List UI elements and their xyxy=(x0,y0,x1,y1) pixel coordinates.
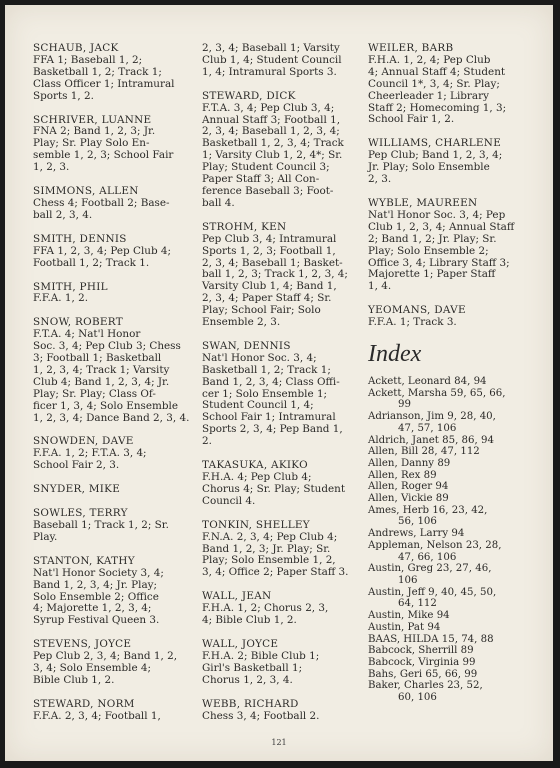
index-entry xyxy=(368,645,538,657)
student-name: WEILER, BARB xyxy=(368,42,454,54)
index-pages: 89 xyxy=(423,469,437,481)
index-entry xyxy=(368,563,538,575)
index-name: Appleman, Nelson xyxy=(368,539,463,551)
student-activities: FFA 1; Baseball 1, 2; Basketball 1, 2; Track 1; Class Officer 1; Intramural Sports 1, 2. xyxy=(33,53,175,102)
student-activities: Pep Club 2, 3, 4; Band 1, 2, 3, 4; Solo Ensemble 4; Bible Club 1, 2. xyxy=(33,650,178,686)
index-pages: 89 xyxy=(460,645,474,657)
student-activities: F.H.A. 4; Pep Club 4; Chorus 4; Sr. Play; Student Council 4. xyxy=(202,471,345,507)
student-name: WEBB, RICHARD xyxy=(202,697,299,710)
index-entry xyxy=(368,411,538,423)
index-entry xyxy=(368,435,538,447)
student-name: SWAN, DENNIS xyxy=(202,339,291,352)
student-name: WYBLE, MAUREEN xyxy=(368,196,478,209)
index-pages-continued: 106 xyxy=(398,574,418,586)
index-pages: 94 xyxy=(436,610,450,622)
student-entry xyxy=(202,341,362,448)
student-entry xyxy=(33,484,193,496)
student-name: STEVENS, JOYCE xyxy=(33,638,132,651)
index-pages: 16, 23, 42, xyxy=(432,504,488,516)
index-name: Ames, Herb xyxy=(368,504,430,516)
index-name: Ackett, Leonard xyxy=(368,376,451,388)
student-activities: Chess 3, 4; Football 2. xyxy=(202,709,320,722)
student-entry xyxy=(368,198,538,293)
index-name: Babcock, Sherrill xyxy=(368,645,458,657)
senior-activities-column-2 xyxy=(202,43,362,734)
student-name: SCHAUB, JACK xyxy=(33,42,119,54)
index-pages: 84, 94 xyxy=(454,376,487,388)
index-entry xyxy=(368,540,538,552)
senior-activities-column-1 xyxy=(33,43,193,735)
index-pages: 94 xyxy=(435,481,449,493)
student-name: STEWARD, NORM xyxy=(33,697,135,710)
index-pages: 23, 27, 46, xyxy=(436,563,492,575)
index-entry xyxy=(368,458,538,470)
index-pages: 23, 52, xyxy=(447,680,483,692)
index-entry xyxy=(368,657,538,669)
index-pages-continued: 56, 106 xyxy=(398,516,437,528)
index-pages: 59, 65, 66, xyxy=(450,387,506,399)
index-name: Allen, Rex xyxy=(368,469,421,481)
index-entry xyxy=(368,622,538,634)
index-name: Ackett, Marsha xyxy=(368,387,448,399)
student-activities: F.H.A. 1, 2; Chorus 2, 3, 4; Bible Club 1, 2. xyxy=(202,602,329,627)
student-activities: Pep Club 3, 4; Intramural Sports 1, 2, 3; Football 1, 2, 3, 4; Baseball 1; Basket- ball 1, 2, 3; Track 1, 2, 3, 4; Varsity Club 1, 4; Band 1, 2, 3, 4; Paper Staff 4; Sr. Play; School Fair; Solo Ensemble 2, 3. xyxy=(202,232,348,329)
student-entry xyxy=(368,138,538,186)
senior-activities-column-3 xyxy=(368,43,538,704)
index-pages-continued: 64, 112 xyxy=(398,598,437,610)
index-entry xyxy=(368,505,538,517)
student-activities: Nat'l Honor Soc. 3, 4; Basketball 1, 2; Track 1; Band 1, 2, 3, 4; Class Offi- cer 1; Solo Ensemble 1; Student Council 1, 4; School Fair 1; Intramural Sports 2, 3, 4; Pep Band 1, 2. xyxy=(202,351,343,448)
student-name: TONKIN, SHELLEY xyxy=(202,518,310,531)
student-activities: F.H.A. 2; Bible Club 1; Girl's Basketball 1; Chorus 1, 2, 3, 4. xyxy=(202,649,320,686)
index-pages: 65, 66, 99 xyxy=(425,668,478,680)
student-entry xyxy=(202,43,362,79)
student-entry xyxy=(202,91,362,210)
student-name: YEOMANS, DAVE xyxy=(368,304,466,317)
student-entry xyxy=(202,520,362,580)
student-entry xyxy=(202,222,362,329)
student-entry xyxy=(202,460,362,508)
index-entry xyxy=(368,680,538,692)
index-pages: 89 xyxy=(437,457,451,469)
student-entry xyxy=(33,186,193,222)
entries-col3 xyxy=(368,43,538,329)
student-activities: F.F.A. 1, 2; F.T.A. 3, 4; School Fair 2, 3. xyxy=(33,447,147,472)
index-pages: 85, 86, 94 xyxy=(442,434,494,446)
student-entry xyxy=(368,43,538,126)
index-name: Bahs, Geri xyxy=(368,668,423,680)
student-name: SNYDER, MIKE xyxy=(33,483,121,496)
student-name: STROHM, KEN xyxy=(202,220,287,233)
index-pages: 94 xyxy=(451,528,465,540)
student-name: WILLIAMS, CHARLENE xyxy=(368,137,502,150)
index-name: Baker, Charles xyxy=(368,680,444,692)
page-number: 121 xyxy=(271,738,287,747)
student-name: STEWARD, DICK xyxy=(202,89,296,102)
student-activities: F.T.A. 4; Nat'l Honor Soc. 3, 4; Pep Club 3; Chess 3; Football 1; Basketball 1, 2, 3, 4; Track 1; Varsity Club 4; Band 1, 2, 3, 4; Jr. Play; Sr. Play; Class Of- ficer 1, 3, 4; Solo Ensemble 1, 2, 3, 4; Dance Band 2, 3, 4. xyxy=(33,328,190,424)
index-pages-continued: 99 xyxy=(398,399,411,411)
index-pages: 9, 28, 40, xyxy=(447,411,496,423)
index-entry xyxy=(368,470,538,482)
index-name: Austin, Pat xyxy=(368,621,425,633)
student-activities: 2, 3, 4; Baseball 1; Varsity Club 1, 4; Student Council 1, 4; Intramural Sports 3. xyxy=(202,42,342,78)
student-name: SMITH, PHIL xyxy=(33,280,108,293)
index-name: Allen, Vickie xyxy=(368,493,433,505)
index-list xyxy=(368,376,538,704)
student-entry xyxy=(33,234,193,270)
index-name: Austin, Greg xyxy=(368,563,434,575)
student-entry xyxy=(33,699,193,723)
index-pages-continued: 60, 106 xyxy=(398,692,437,704)
student-name: WALL, JEAN xyxy=(202,590,272,603)
student-name: SNOW, ROBERT xyxy=(33,316,123,329)
index-pages: 23, 28, xyxy=(465,539,502,551)
index-entry xyxy=(368,634,538,646)
student-name: SIMMONS, ALLEN xyxy=(33,185,139,198)
index-name: Babcock, Virginia xyxy=(368,656,460,668)
index-name: Adrianson, Jim xyxy=(368,411,445,423)
index-entry xyxy=(368,493,538,505)
index-name: Aldrich, Janet xyxy=(368,434,439,446)
index-pages: 15, 74, 88 xyxy=(441,633,494,645)
student-activities: Pep Club; Band 1, 2, 3, 4; Jr. Play; Solo Ensemble 2, 3. xyxy=(368,149,503,186)
student-activities: Nat'l Honor Soc. 3, 4; Pep Club 1, 2, 3, 4; Annual Staff 2; Band 1, 2; Jr. Play; Sr. Play; Solo Ensemble 2; Office 3, 4; Library Staff 3; Majorette 1; Paper Staff 1, 4. xyxy=(368,208,515,293)
student-entry xyxy=(368,305,538,329)
student-name: SMITH, DENNIS xyxy=(33,232,127,245)
student-name: STANTON, KATHY xyxy=(33,554,135,567)
student-activities: FNA 2; Band 1, 2, 3; Jr. Play; Sr. Play Solo En- semble 1, 2, 3; School Fair 1, 2, 3. xyxy=(33,125,174,174)
student-activities: F.F.A. 2, 3, 4; Football 1, xyxy=(33,709,161,722)
index-name: Andrews, Larry xyxy=(368,528,449,540)
student-activities: F.F.A. 1, 2. xyxy=(33,292,89,305)
index-name: Austin, Mike xyxy=(368,610,434,622)
student-name: TAKASUKA, AKIKO xyxy=(202,459,308,472)
index-name: BAAS, HILDA xyxy=(368,633,439,645)
index-name: Allen, Roger xyxy=(368,481,433,493)
student-entry xyxy=(33,556,193,627)
index-pages-continued: 47, 57, 106 xyxy=(398,422,457,434)
index-name: Allen, Danny xyxy=(368,457,435,469)
student-entry xyxy=(33,436,193,472)
student-activities: F.H.A. 1, 2, 4; Pep Club 4; Annual Staff 4; Student Council 1*, 3, 4; Sr. Play; Cheerleader 1; Library Staff 2; Homecoming 1, 3; School Fair 1, 2. xyxy=(368,53,507,126)
index-pages: 28, 47, 112 xyxy=(421,446,480,458)
index-entry xyxy=(368,376,538,388)
student-name: SNOWDEN, DAVE xyxy=(33,435,134,448)
index-entry xyxy=(368,669,538,681)
index-name: Austin, Jeff xyxy=(368,586,425,598)
student-entry xyxy=(33,508,193,544)
yearbook-page xyxy=(5,5,553,761)
student-activities: F.T.A. 3, 4; Pep Club 3, 4; Annual Staff 3; Football 1, 2, 3, 4; Baseball 1, 2, 3, 4; Basketball 1, 2, 3, 4; Track 1; Varsity Club 1, 2, 4*; Sr. Play; Student Council 3; Paper Staff 3; All Con- ference Baseball 3; Foot- ball 4. xyxy=(202,101,344,209)
index-entry xyxy=(368,481,538,493)
index-pages: 94 xyxy=(427,621,441,633)
index-pages: 89 xyxy=(435,493,449,505)
index-pages: 9, 40, 45, 50, xyxy=(428,586,497,598)
student-entry xyxy=(202,639,362,687)
student-activities: Baseball 1; Track 1, 2; Sr. Play. xyxy=(33,519,169,543)
student-activities: FFA 1, 2, 3, 4; Pep Club 4; Football 1, 2; Track 1. xyxy=(33,244,172,269)
student-entry xyxy=(33,282,193,306)
index-entry xyxy=(368,388,538,400)
student-entry xyxy=(33,43,193,103)
student-entry xyxy=(202,699,362,723)
index-pages: 99 xyxy=(462,656,476,668)
student-activities: Chess 4; Football 2; Base- ball 2, 3, 4. xyxy=(33,196,170,221)
student-entry xyxy=(33,639,193,687)
student-activities: Nat'l Honor Society 3, 4; Band 1, 2, 3, 4; Jr. Play; Solo Ensemble 2; Office 4; Majorette 1, 2, 3, 4; Syrup Festival Queen 3. xyxy=(33,566,164,627)
student-name: SOWLES, TERRY xyxy=(33,507,128,520)
index-entry xyxy=(368,446,538,458)
index-pages-continued: 47, 66, 106 xyxy=(398,551,457,563)
student-name: WALL, JOYCE xyxy=(202,637,279,650)
student-entry xyxy=(202,591,362,627)
student-entry xyxy=(33,115,193,175)
index-entry xyxy=(368,610,538,622)
student-entry xyxy=(33,317,193,424)
index-name: Allen, Bill xyxy=(368,446,419,458)
student-activities: F.F.A. 1; Track 3. xyxy=(368,316,457,329)
index-entry xyxy=(368,528,538,540)
student-name: SCHRIVER, LUANNE xyxy=(33,113,152,126)
index-heading: Index xyxy=(368,341,422,368)
index-entry xyxy=(368,587,538,599)
student-activities: F.N.A. 2, 3, 4; Pep Club 4; Band 1, 2, 3; Jr. Play; Sr. Play; Solo Ensemble 1, 2, 3, 4; Office 2; Paper Staff 3. xyxy=(202,530,349,579)
